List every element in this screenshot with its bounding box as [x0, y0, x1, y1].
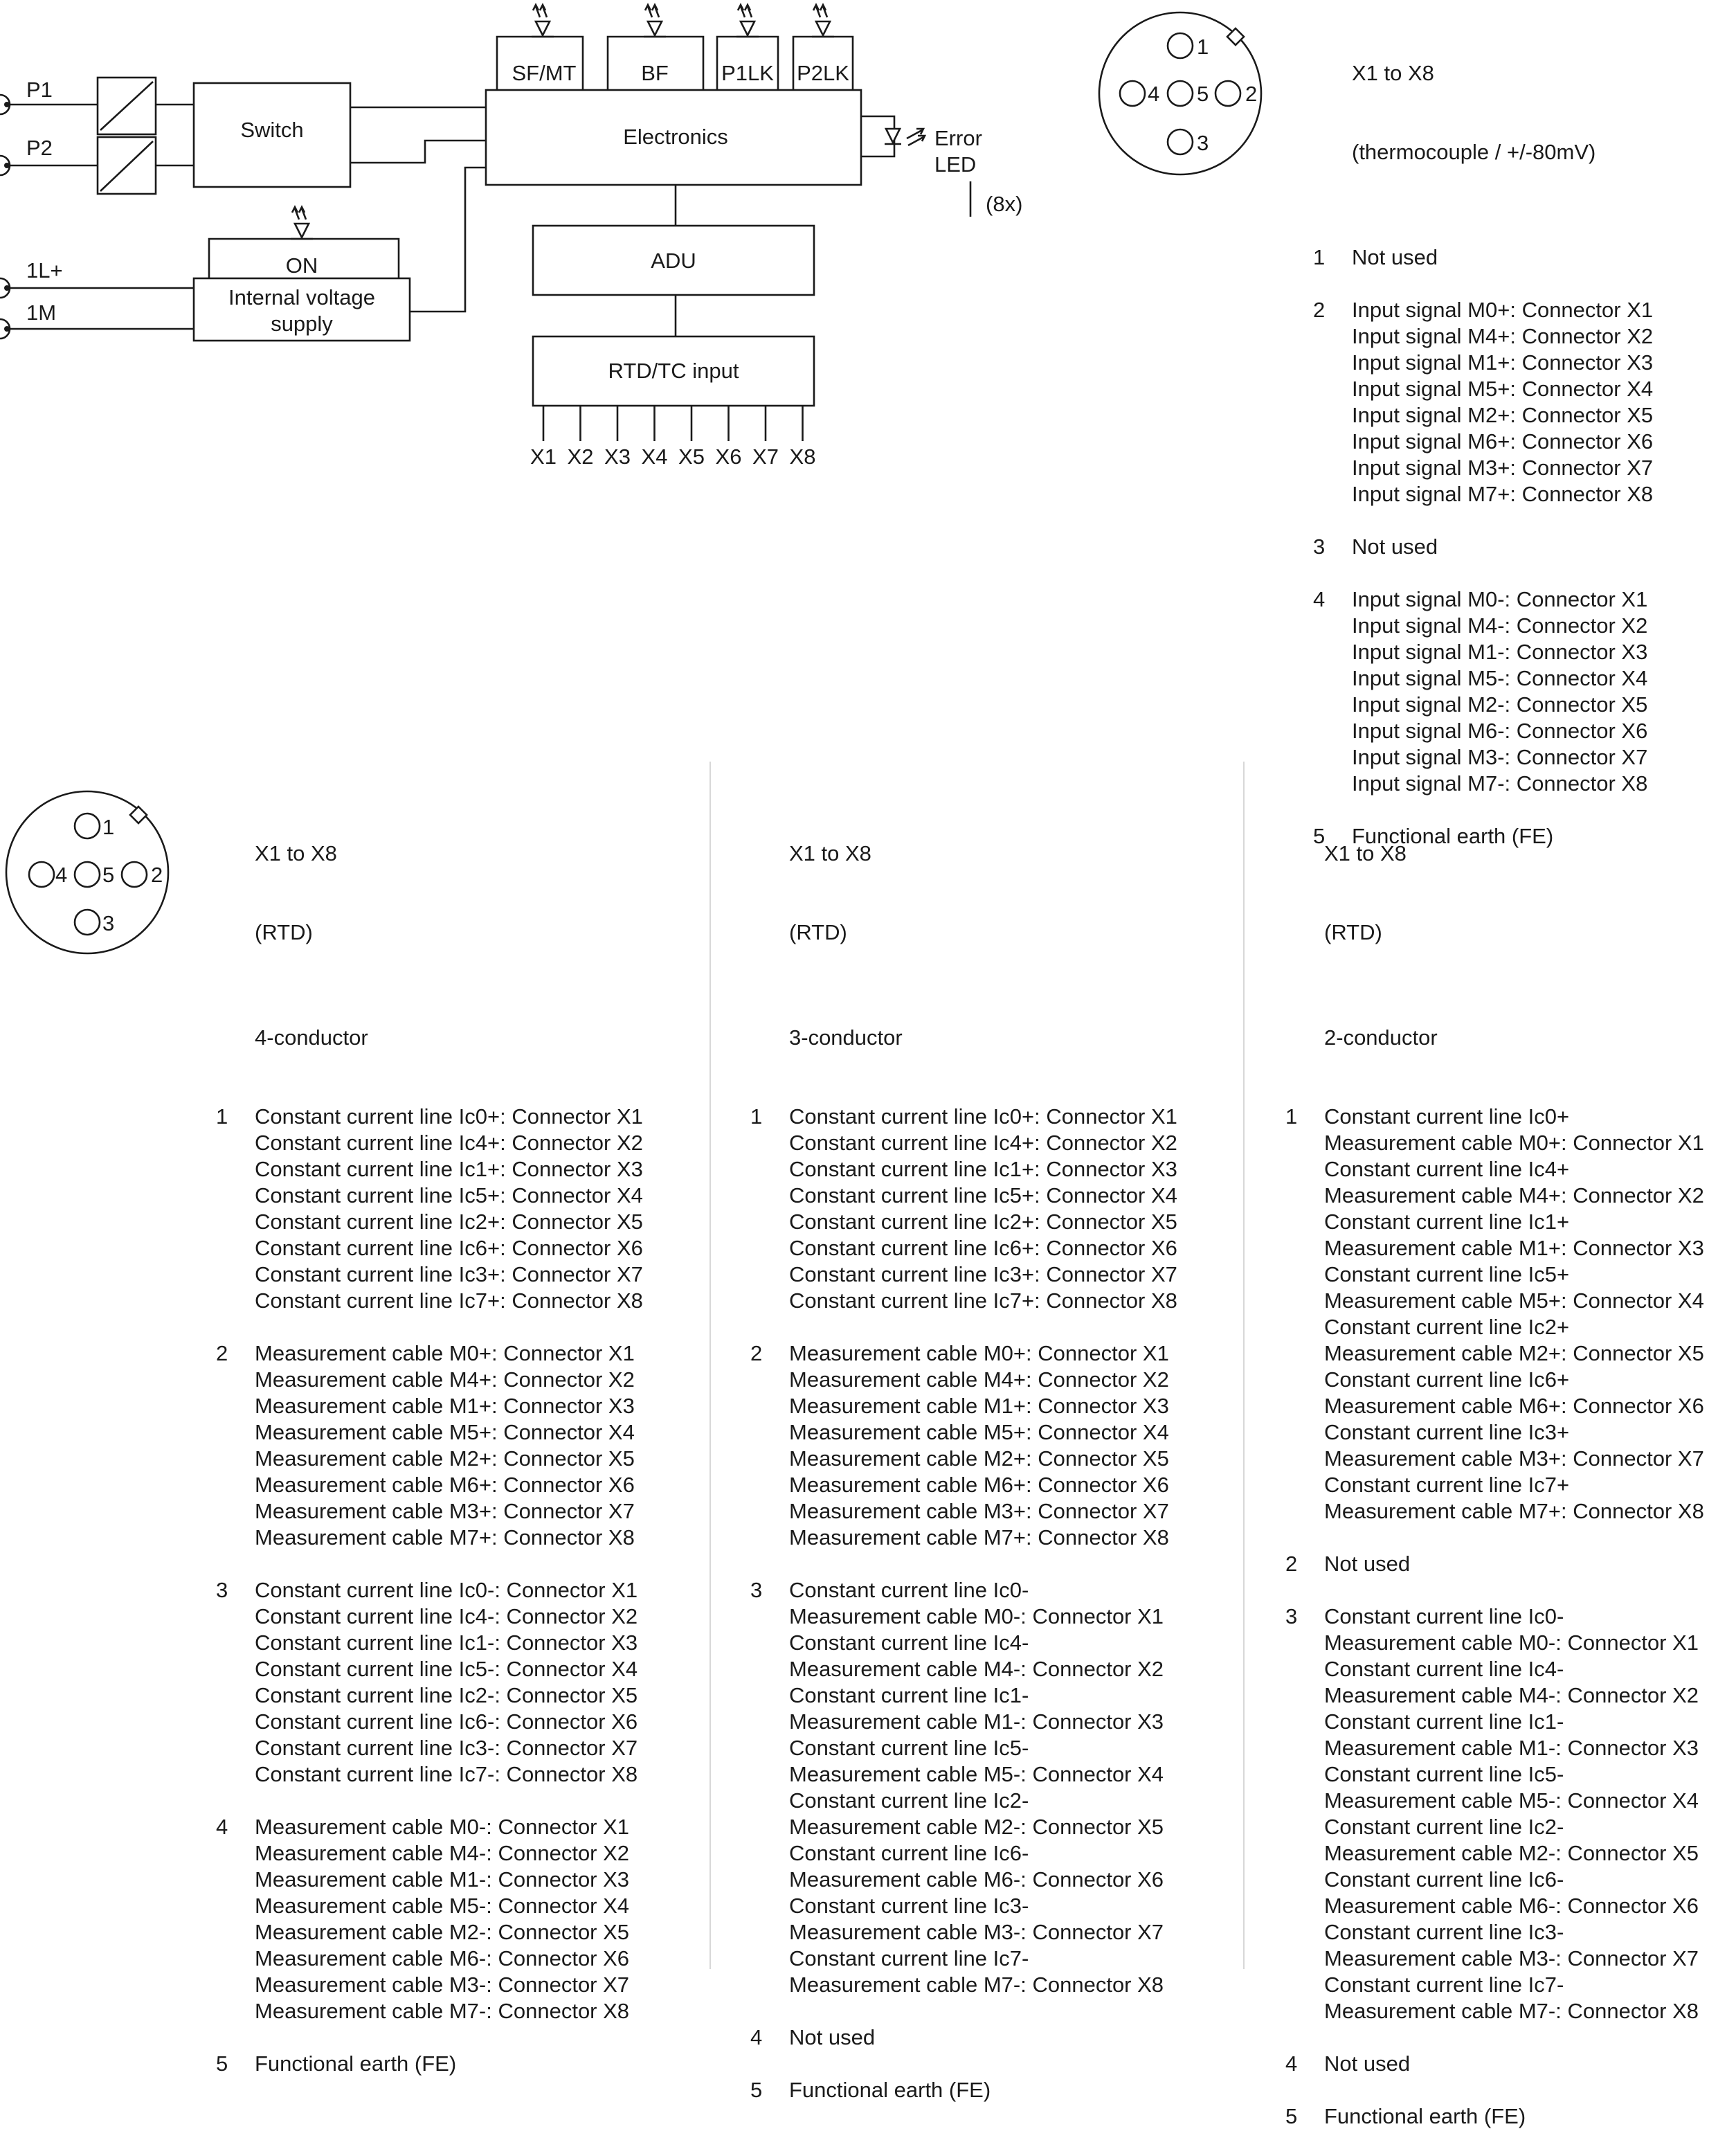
- pin-assignment-line: Constant current line Ic2-: Connector X5: [255, 1683, 638, 1707]
- rtd4-title: X1 to X8: [255, 841, 337, 865]
- pin-assignment-line: Input signal M0-: Connector X1: [1352, 587, 1648, 611]
- pin-assignment-line: Measurement cable M2+: Connector X5: [255, 1446, 635, 1471]
- pin-number: 5: [750, 2078, 763, 2102]
- pin-assignment-line: Functional earth (FE): [789, 2078, 991, 2102]
- rtd4-pin-2: [216, 1340, 643, 1551]
- pin-assignment-line: Input signal M5-: Connector X4: [1352, 666, 1648, 690]
- column-divider-1: [709, 762, 711, 1969]
- pin-number: 1: [216, 1104, 228, 1129]
- electronics-block: [486, 90, 861, 185]
- pin-assignment-line: Measurement cable M7+: Connector X8: [789, 1525, 1169, 1549]
- pin-assignment-line: Constant current line Ic0+: Connector X1: [789, 1104, 1177, 1129]
- led-bf: [608, 5, 703, 90]
- tc-pin-5-label: 5: [1197, 82, 1209, 106]
- tc-pin-2-label: 2: [1245, 82, 1258, 106]
- pin-assignment-line: Measurement cable M4+: Connector X2: [1324, 1183, 1704, 1207]
- pin-assignment-line: Constant current line Ic5-: Connector X4: [255, 1657, 638, 1681]
- pin-assignment-line: Constant current line Ic2+: Connector X5: [255, 1210, 643, 1234]
- rtd3-variant: 3-conductor: [789, 1025, 903, 1050]
- pin-assignment-line: Measurement cable M7-: Connector X8: [1324, 1999, 1699, 2023]
- pin-assignment-line: Constant current line Ic4-: [789, 1631, 1029, 1655]
- pin-assignment-line: Measurement cable M3+: Connector X7: [789, 1499, 1169, 1523]
- channel-label-x4: X4: [641, 444, 668, 469]
- channel-label-x8: X8: [789, 444, 816, 469]
- pin-number: 1: [1313, 245, 1326, 269]
- pin-assignment-line: Measurement cable M3-: Connector X7: [789, 1920, 1164, 1944]
- pin-assignment-line: Constant current line Ic2-: [1324, 1815, 1564, 1839]
- pin-assignment-line: Constant current line Ic3+: [1324, 1420, 1570, 1444]
- led-p2lk: [793, 5, 853, 90]
- led-sf-mt: [497, 5, 583, 90]
- rtd2-pin-4: [1285, 2051, 1704, 2077]
- port-p2: [0, 136, 53, 175]
- pin-assignment-line: Input signal M6+: Connector X6: [1352, 429, 1654, 453]
- tc-pin-4-label: 4: [1148, 82, 1160, 106]
- pin-assignment-line: Constant current line Ic0+: [1324, 1104, 1570, 1129]
- pin-assignment-line: Measurement cable M2-: Connector X5: [1324, 1841, 1699, 1865]
- pin-number: 2: [750, 1341, 763, 1365]
- pin-assignment-line: Measurement cable M1-: Connector X3: [789, 1709, 1164, 1734]
- pin-assignment-line: Measurement cable M1-: Connector X3: [255, 1867, 630, 1892]
- pin-assignment-line: Measurement cable M6+: Connector X6: [1324, 1394, 1704, 1418]
- rtd3-pin-2: [750, 1340, 1177, 1551]
- pin-assignment-line: Measurement cable M4-: Connector X2: [789, 1657, 1164, 1681]
- thermocouple-pinout: [1313, 8, 1654, 876]
- pin-assignment-line: Not used: [1352, 534, 1438, 559]
- rtd-pin-2-label: 2: [151, 863, 163, 887]
- pin-assignment-line: Measurement cable M6-: Connector X6: [255, 1946, 630, 1970]
- pin-assignment-line: Measurement cable M6-: Connector X6: [789, 1867, 1164, 1892]
- thermocouple-pin-2: [1313, 297, 1654, 507]
- rtd-pin-1-label: 1: [102, 815, 115, 839]
- pin-assignment-line: Input signal M1+: Connector X3: [1352, 350, 1654, 375]
- port-p1-transceiver: [98, 78, 156, 134]
- pin-number: 2: [1285, 1552, 1298, 1576]
- rtd4-pin-1: [216, 1104, 643, 1314]
- port-1l-label: 1L+: [26, 258, 63, 282]
- pin-assignment-line: Constant current line Ic6-: [1324, 1867, 1564, 1892]
- switch-label: Switch: [240, 118, 304, 142]
- pin-assignment-line: Functional earth (FE): [1352, 824, 1554, 848]
- adu-block: [533, 226, 814, 295]
- pin-assignment-line: Constant current line Ic2+: [1324, 1315, 1570, 1339]
- pin-assignment-line: Not used: [789, 2025, 876, 2049]
- port-1m-label: 1M: [26, 300, 57, 325]
- pin-assignment-line: Constant current line Ic5-: [1324, 1762, 1564, 1786]
- pin-assignment-line: Measurement cable M5+: Connector X4: [1324, 1288, 1704, 1313]
- column-divider-2: [1243, 762, 1245, 1969]
- rtd4-subtitle: (RTD): [255, 920, 313, 944]
- rtd3-pin-3: [750, 1577, 1177, 1998]
- pin-number: 3: [1285, 1604, 1298, 1628]
- pin-assignment-line: Constant current line Ic7-: [1324, 1973, 1564, 1997]
- pin-assignment-line: Constant current line Ic0+: Connector X1: [255, 1104, 643, 1129]
- pin-number: 5: [1313, 824, 1326, 848]
- pin-assignment-line: Constant current line Ic4+: Connector X2: [789, 1131, 1177, 1155]
- pin-assignment-line: Measurement cable M3-: Connector X7: [1324, 1946, 1699, 1970]
- error-led-count: (8x): [986, 192, 1023, 216]
- pin-assignment-line: Measurement cable M3+: Connector X7: [255, 1499, 635, 1523]
- thermocouple-connector-diagram: [1099, 12, 1261, 174]
- pin-assignment-line: Constant current line Ic5+: Connector X4: [789, 1183, 1177, 1207]
- pin-assignment-line: Input signal M7-: Connector X8: [1352, 771, 1648, 796]
- pin-assignment-line: Input signal M0+: Connector X1: [1352, 298, 1654, 322]
- rtd-pin-5-label: 5: [102, 863, 115, 887]
- port-p1: [0, 78, 53, 114]
- thermocouple-pin-1: [1313, 244, 1653, 271]
- pin-number: 5: [216, 2051, 228, 2076]
- pin-assignment-line: Measurement cable M6-: Connector X6: [1324, 1894, 1699, 1918]
- pin-assignment-line: Input signal M5+: Connector X4: [1352, 377, 1654, 401]
- pin-assignment-line: Not used: [1324, 2051, 1411, 2076]
- pin-assignment-line: Measurement cable M1+: Connector X3: [255, 1394, 635, 1418]
- pin-assignment-line: Input signal M2+: Connector X5: [1352, 403, 1654, 427]
- rtd2-pin-3: [1285, 1603, 1704, 2024]
- pin-assignment-line: Constant current line Ic6-: Connector X6: [255, 1709, 638, 1734]
- rtd4-pin-5: [216, 2051, 643, 2077]
- rtd2-variant: 2-conductor: [1324, 1025, 1438, 1050]
- pin-assignment-line: Constant current line Ic3-: [1324, 1920, 1564, 1944]
- supply-label-2: supply: [271, 312, 333, 336]
- pin-assignment-line: Constant current line Ic0-: Connector X1: [255, 1578, 638, 1602]
- pin-assignment-line: Measurement cable M5-: Connector X4: [255, 1894, 630, 1918]
- thermocouple-pin-4: [1313, 586, 1653, 797]
- internal-voltage-supply: [194, 207, 410, 341]
- rtd3-title: X1 to X8: [789, 841, 871, 865]
- pin-assignment-line: Constant current line Ic0-: [789, 1578, 1029, 1602]
- supply-label-1: Internal voltage: [228, 285, 375, 309]
- pin-assignment-line: Measurement cable M0+: Connector X1: [255, 1341, 635, 1365]
- pin-assignment-line: Constant current line Ic3-: Connector X7: [255, 1736, 638, 1760]
- rtd3-pin-1: [750, 1104, 1177, 1314]
- led-p2lk-label: P2LK: [797, 61, 849, 85]
- rtd4-pin-4: [216, 1814, 643, 2024]
- pin-assignment-line: Constant current line Ic3+: Connector X7: [255, 1262, 643, 1286]
- pin-assignment-line: Measurement cable M3-: Connector X7: [255, 1973, 630, 1997]
- error-led: [861, 116, 1022, 217]
- pin-assignment-line: Measurement cable M7+: Connector X8: [255, 1525, 635, 1549]
- pin-assignment-line: Measurement cable M5+: Connector X4: [255, 1420, 635, 1444]
- pin-assignment-line: Constant current line Ic1-: [1324, 1709, 1564, 1734]
- pin-assignment-line: Constant current line Ic7+: Connector X8: [789, 1288, 1177, 1313]
- pin-assignment-line: Constant current line Ic7+: [1324, 1473, 1570, 1497]
- pin-assignment-line: Input signal M7+: Connector X8: [1352, 482, 1654, 506]
- rtd3-pin-5: [750, 2077, 1177, 2103]
- channel-label-x7: X7: [752, 444, 779, 469]
- led-bf-label: BF: [641, 61, 669, 85]
- pin-assignment-line: Measurement cable M4-: Connector X2: [1324, 1683, 1699, 1707]
- port-p2-transceiver: [98, 137, 156, 194]
- thermocouple-pin-3: [1313, 534, 1653, 560]
- pin-assignment-line: Measurement cable M2-: Connector X5: [789, 1815, 1164, 1839]
- pin-assignment-line: Not used: [1352, 245, 1438, 269]
- channel-outputs: [530, 406, 815, 469]
- pin-assignment-line: Input signal M4-: Connector X2: [1352, 613, 1648, 638]
- port-1m: [0, 300, 56, 339]
- pin-assignment-line: Constant current line Ic4-: [1324, 1657, 1564, 1681]
- pin-assignment-line: Measurement cable M0-: Connector X1: [789, 1604, 1164, 1628]
- channel-label-x3: X3: [604, 444, 631, 469]
- rtd2-pin-list: [1285, 1104, 1704, 2130]
- pin-assignment-line: Constant current line Ic4+: [1324, 1157, 1570, 1181]
- rtd-4-conductor-pinout: [216, 788, 643, 2103]
- pin-assignment-line: Constant current line Ic6+: [1324, 1367, 1570, 1392]
- pin-assignment-line: Constant current line Ic1+: [1324, 1210, 1570, 1234]
- tc-pin-3-label: 3: [1197, 131, 1209, 155]
- pin-number: 4: [1313, 587, 1326, 611]
- pin-assignment-line: Measurement cable M1-: Connector X3: [1324, 1736, 1699, 1760]
- pin-assignment-line: Functional earth (FE): [1324, 2104, 1526, 2128]
- rtd-tc-input-block: [533, 336, 814, 406]
- pin-assignment-line: Measurement cable M0+: Connector X1: [1324, 1131, 1704, 1155]
- rtd4-variant: 4-conductor: [255, 1025, 368, 1050]
- rtd2-subtitle: (RTD): [1324, 920, 1382, 944]
- pin-assignment-line: Input signal M2-: Connector X5: [1352, 692, 1648, 717]
- channel-label-x6: X6: [715, 444, 742, 469]
- pin-number: 4: [216, 1815, 228, 1839]
- pin-assignment-line: Constant current line Ic1-: [789, 1683, 1029, 1707]
- pin-assignment-line: Measurement cable M5-: Connector X4: [1324, 1788, 1699, 1813]
- channel-label-x2: X2: [567, 444, 594, 469]
- rtd3-subtitle: (RTD): [789, 920, 847, 944]
- tc-pin-1-label: 1: [1197, 35, 1209, 59]
- thermocouple-pinout-title: X1 to X8: [1352, 61, 1434, 85]
- error-led-label-2: LED: [934, 152, 977, 177]
- pin-assignment-line: Measurement cable M7+: Connector X8: [1324, 1499, 1704, 1523]
- pin-assignment-line: Constant current line Ic0-: [1324, 1604, 1564, 1628]
- pin-assignment-line: Input signal M1-: Connector X3: [1352, 640, 1648, 664]
- port-p2-label: P2: [26, 136, 53, 160]
- pin-assignment-line: Constant current line Ic2+: Connector X5: [789, 1210, 1177, 1234]
- rtd4-pin-3: [216, 1577, 643, 1788]
- pin-assignment-line: Constant current line Ic1-: Connector X3: [255, 1631, 638, 1655]
- led-sf-mt-label: SF/MT: [512, 61, 577, 85]
- pin-assignment-line: Measurement cable M0-: Connector X1: [255, 1815, 630, 1839]
- switch-block: [194, 83, 350, 187]
- pin-assignment-line: Measurement cable M7-: Connector X8: [789, 1973, 1164, 1997]
- pin-assignment-line: Measurement cable M1+: Connector X3: [789, 1394, 1169, 1418]
- pin-assignment-line: Measurement cable M0-: Connector X1: [1324, 1631, 1699, 1655]
- rtd-pin-4-label: 4: [55, 863, 68, 887]
- pin-assignment-line: Constant current line Ic5+: Connector X4: [255, 1183, 643, 1207]
- led-p1lk-label: P1LK: [721, 61, 774, 85]
- pin-assignment-line: Measurement cable M6+: Connector X6: [789, 1473, 1169, 1497]
- pin-assignment-line: Input signal M3-: Connector X7: [1352, 745, 1648, 769]
- adu-label: ADU: [651, 249, 696, 273]
- pin-assignment-line: Constant current line Ic3-: [789, 1894, 1029, 1918]
- pin-assignment-line: Measurement cable M2-: Connector X5: [255, 1920, 630, 1944]
- rtd-connector-diagram: [6, 791, 168, 953]
- pin-number: 4: [750, 2025, 763, 2049]
- pin-assignment-line: Measurement cable M4+: Connector X2: [789, 1367, 1169, 1392]
- pin-number: 2: [1313, 298, 1326, 322]
- pin-number: 2: [216, 1341, 228, 1365]
- pin-number: 1: [1285, 1104, 1298, 1129]
- rtd-3-conductor-pinout: [750, 788, 1177, 2130]
- rtd-2-conductor-pinout: [1285, 788, 1704, 2156]
- pin-assignment-line: Constant current line Ic5-: [789, 1736, 1029, 1760]
- rtd2-pin-2: [1285, 1551, 1704, 1577]
- pin-number: 3: [750, 1578, 763, 1602]
- pin-assignment-line: Constant current line Ic4+: Connector X2: [255, 1131, 643, 1155]
- pin-assignment-line: Constant current line Ic7-: Connector X8: [255, 1762, 638, 1786]
- led-p1lk: [717, 5, 778, 90]
- pin-assignment-line: Input signal M6-: Connector X6: [1352, 719, 1648, 743]
- rtd3-pin-list: [750, 1104, 1177, 2103]
- pin-assignment-line: Input signal M4+: Connector X2: [1352, 324, 1654, 348]
- pin-assignment-line: Constant current line Ic4-: Connector X2: [255, 1604, 638, 1628]
- error-led-label: Error: [934, 126, 982, 150]
- on-led-label: ON: [285, 253, 318, 278]
- pin-assignment-line: Constant current line Ic1+: Connector X3: [789, 1157, 1177, 1181]
- pin-assignment-line: Measurement cable M6+: Connector X6: [255, 1473, 635, 1497]
- pin-assignment-line: Constant current line Ic1+: Connector X3: [255, 1157, 643, 1181]
- pin-assignment-line: Constant current line Ic7+: Connector X8: [255, 1288, 643, 1313]
- pin-assignment-line: Measurement cable M5+: Connector X4: [789, 1420, 1169, 1444]
- pin-number: 3: [216, 1578, 228, 1602]
- pin-number: 3: [1313, 534, 1326, 559]
- rtd4-pin-list: [216, 1104, 643, 2077]
- pin-assignment-line: Measurement cable M4-: Connector X2: [255, 1841, 630, 1865]
- pin-assignment-line: Constant current line Ic7-: [789, 1946, 1029, 1970]
- pin-assignment-line: Constant current line Ic3+: Connector X7: [789, 1262, 1177, 1286]
- rtd2-pin-5: [1285, 2103, 1704, 2130]
- pin-assignment-line: Input signal M3+: Connector X7: [1352, 456, 1654, 480]
- pin-assignment-line: Measurement cable M2+: Connector X5: [1324, 1341, 1704, 1365]
- pin-assignment-line: Constant current line Ic6+: Connector X6: [255, 1236, 643, 1260]
- pin-assignment-line: Constant current line Ic2-: [789, 1788, 1029, 1813]
- pin-number: 4: [1285, 2051, 1298, 2076]
- pin-assignment-line: Constant current line Ic5+: [1324, 1262, 1570, 1286]
- rtd-pin-3-label: 3: [102, 911, 115, 935]
- pin-assignment-line: Constant current line Ic6+: Connector X6: [789, 1236, 1177, 1260]
- channel-label-x5: X5: [678, 444, 705, 469]
- pin-number: 1: [750, 1104, 763, 1129]
- pin-assignment-line: Functional earth (FE): [255, 2051, 457, 2076]
- pin-assignment-line: Measurement cable M1+: Connector X3: [1324, 1236, 1704, 1260]
- rtd2-title: X1 to X8: [1324, 841, 1407, 865]
- pin-number: 5: [1285, 2104, 1298, 2128]
- port-p1-label: P1: [26, 78, 53, 102]
- pin-assignment-line: Measurement cable M4+: Connector X2: [255, 1367, 635, 1392]
- pin-assignment-line: Measurement cable M5-: Connector X4: [789, 1762, 1164, 1786]
- rtd2-pin-1: [1285, 1104, 1704, 1525]
- rtd-tc-input-label: RTD/TC input: [608, 359, 739, 383]
- pin-assignment-line: Not used: [1324, 1552, 1411, 1576]
- thermocouple-pinout-subtitle: (thermocouple / +/-80mV): [1352, 140, 1596, 164]
- electronics-label: Electronics: [623, 125, 728, 149]
- pin-assignment-line: Measurement cable M0+: Connector X1: [789, 1341, 1169, 1365]
- pin-assignment-line: Measurement cable M7-: Connector X8: [255, 1999, 630, 2023]
- port-1l-plus: [0, 258, 63, 298]
- pin-assignment-line: Measurement cable M2+: Connector X5: [789, 1446, 1169, 1471]
- pin-assignment-line: Measurement cable M3+: Connector X7: [1324, 1446, 1704, 1471]
- pin-assignment-line: Constant current line Ic6-: [789, 1841, 1029, 1865]
- channel-label-x1: X1: [530, 444, 557, 469]
- rtd3-pin-4: [750, 2024, 1177, 2051]
- thermocouple-pin-list: [1313, 244, 1654, 850]
